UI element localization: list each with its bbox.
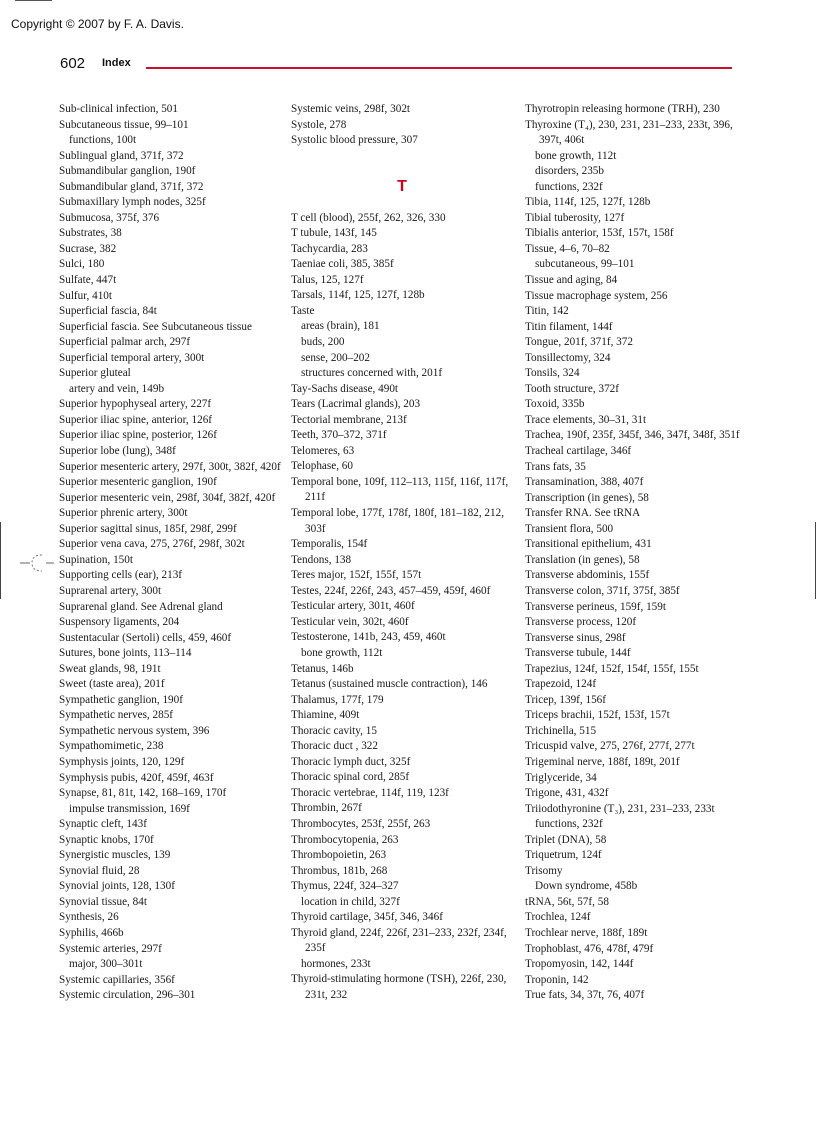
index-entry: Thrombus, 181b, 268 (291, 864, 388, 877)
index-entry: Sulfur, 410t (59, 289, 113, 302)
index-entry: Systemic circulation, 296–301 (59, 989, 196, 1002)
index-entry: Trichinella, 515 (525, 724, 597, 737)
index-entry: Tricuspid valve, 275, 276f, 277f, 277t (525, 740, 695, 753)
index-entry: Tibialis anterior, 153f, 157t, 158f (525, 227, 674, 240)
index-entry: Thyroid-stimulating hormone (TSH), 226f, 230, 231t, 232 (291, 973, 507, 1001)
index-entry: Sympathetic ganglion, 190f (59, 693, 183, 706)
index-entry: Triceps brachii, 152f, 153f, 157t (525, 709, 670, 722)
index-column-3 (525, 102, 747, 1004)
left-edge-line (0, 522, 1, 599)
index-entry: Tetanus, 146b (291, 662, 354, 675)
index-entry: Trigeminal nerve, 188f, 189t, 201f (525, 755, 680, 768)
section-letter-heading: T (397, 177, 407, 195)
index-entry: Thyroid gland, 224f, 226f, 231–233, 232f, 234f, 235f (291, 926, 507, 955)
index-entry: Thyroxine (T₄), 230, 231, 231–233, 233t, 396, 397t, 406t (525, 118, 733, 147)
index-entry: Telomeres, 63 (291, 444, 355, 457)
index-entry: Telophase, 60 (291, 460, 353, 473)
index-entry: Transverse sinus, 298f (525, 631, 626, 644)
index-entry: Submaxillary lymph nodes, 325f (59, 196, 206, 209)
index-entry: Tooth structure, 372f (525, 382, 619, 395)
index-entry: Temporal bone, 109f, 112–113, 115f, 116f, 117f, 211f (291, 475, 509, 504)
index-entry: Superior sagittal sinus, 185f, 298f, 299f (59, 522, 237, 535)
index-entry: Superior hypophyseal artery, 227f (59, 398, 212, 411)
index-entry: True fats, 34, 37t, 76, 407f (525, 989, 645, 1002)
page-header (60, 55, 732, 75)
index-entry: Transverse process, 120f (525, 616, 637, 629)
index-entry: Thyrotropin releasing hormone (TRH), 230 (525, 103, 720, 115)
index-entry: Superior lobe (lung), 348f (59, 445, 176, 458)
index-entry: Superior iliac spine, anterior, 126f (59, 413, 213, 426)
index-entry: Tricep, 139f, 156f (525, 693, 606, 706)
index-entry: Transverse tubule, 144f (525, 647, 631, 660)
index-entry: Trochlear nerve, 188f, 189t (525, 926, 648, 939)
index-entry: Triquetrum, 124f (525, 849, 602, 862)
index-entry: Titin, 142 (525, 305, 569, 318)
index-entry: Testes, 224f, 226f, 243, 457–459, 459f, 460f (291, 584, 491, 597)
index-entry: Submandibular ganglion, 190f (59, 165, 196, 178)
punch-hole-mark (16, 551, 58, 575)
index-entry: Transfer RNA. See tRNA (525, 507, 641, 520)
index-entry: Trachea, 190f, 235f, 345f, 346, 347f, 348f, 351f (525, 429, 740, 442)
index-entry: Talus, 125, 127f (291, 273, 364, 286)
index-entry: Synovial joints, 128, 130f (59, 880, 175, 893)
index-entry: Sustentacular (Sertoli) cells, 459, 460f (59, 631, 232, 644)
index-entry: Sucrase, 382 (59, 242, 117, 255)
index-entry: Toxoid, 335b (525, 398, 585, 411)
index-entry: Supporting cells (ear), 213f (59, 569, 183, 582)
index-entry: Thoracic lymph duct, 325f (291, 755, 411, 768)
index-entry: Teres major, 152f, 155f, 157t (291, 569, 422, 582)
index-entry: Thoracic vertebrae, 114f, 119, 123f (291, 786, 449, 799)
section-label: Index (102, 57, 131, 69)
index-entry: Systemic capillaries, 356f (59, 973, 175, 986)
index-entry: Tectorial membrane, 213f (291, 413, 407, 426)
index-entry: Superior mesenteric ganglion, 190f (59, 476, 217, 489)
index-entry: Sublingual gland, 371f, 372 (59, 149, 184, 162)
index-entry: Transitional epithelium, 431 (525, 538, 652, 551)
index-entry: Tibia, 114f, 125, 127f, 128b (525, 196, 651, 209)
index-entry: Tonsils, 324 (525, 367, 580, 380)
index-entry: Temporal lobe, 177f, 178f, 180f, 181–182, 212, 303f (291, 507, 504, 535)
index-entry: Systolic blood pressure, 307 (291, 134, 418, 147)
index-entry: T tubule, 143f, 145 (291, 227, 377, 240)
index-subentry: hormones, 233t (301, 957, 371, 970)
index-entry: Sweet (taste area), 201f (59, 678, 165, 691)
index-entry: Triplet (DNA), 58 (525, 833, 607, 846)
index-entry: Suprarenal gland. See Adrenal gland (59, 600, 223, 613)
index-entry: Triglyceride, 34 (525, 771, 597, 784)
index-subentry: functions, 232f (535, 818, 603, 831)
index-entry: Tibial tuberosity, 127f (525, 211, 625, 224)
index-entry: Symphysis joints, 120, 129f (59, 755, 185, 768)
index-subentry: bone growth, 112t (535, 149, 617, 162)
index-entry: Thrombopoietin, 263 (291, 849, 387, 862)
index-entry: Tissue, 4–6, 70–82 (525, 242, 610, 255)
top-edge-mark (15, 0, 52, 1)
index-entry: Symphysis pubis, 420f, 459f, 463f (59, 771, 214, 784)
index-entry: Tissue and aging, 84 (525, 274, 618, 287)
index-entry: Tissue macrophage system, 256 (525, 289, 668, 302)
index-entry: Supination, 150t (59, 553, 133, 566)
index-subentry: functions, 232f (535, 180, 603, 193)
index-entry: Superficial temporal artery, 300t (59, 351, 205, 364)
index-entry: Thiamine, 409t (291, 709, 360, 722)
index-entry: Superior mesenteric artery, 297f, 300t, 382f, 420f (59, 460, 281, 473)
index-entry: Trans fats, 35 (525, 460, 586, 473)
index-entry: Synapse, 81, 81t, 142, 168–169, 170f (59, 787, 227, 800)
index-entry: Synaptic knobs, 170f (59, 833, 154, 846)
index-entry: Thymus, 224f, 324–327 (291, 880, 399, 893)
index-entry: Tetanus (sustained muscle contraction), 146 (291, 678, 488, 691)
index-entry: Trigone, 431, 432f (525, 787, 609, 800)
index-entry: Synaptic cleft, 143f (59, 818, 147, 831)
copyright-notice: Copyright © 2007 by F. A. Davis. (11, 17, 184, 31)
index-entry: Thrombocytes, 253f, 255f, 263 (291, 817, 431, 830)
header-rule (146, 67, 732, 69)
index-entry: Syphilis, 466b (59, 926, 124, 939)
index-entry: Taste (291, 304, 315, 317)
index-entry: Subcutaneous tissue, 99–101 (59, 118, 189, 131)
index-entry: Superior vena cava, 275, 276f, 298f, 302t (59, 538, 245, 551)
index-entry: Trace elements, 30–31, 31t (525, 413, 647, 426)
index-entry: Suspensory ligaments, 204 (59, 616, 180, 629)
index-entry: Transient flora, 500 (525, 522, 614, 535)
index-entry: Thoracic spinal cord, 285f (291, 771, 410, 784)
index-entry: Trisomy (525, 864, 563, 877)
index-entry: Superficial palmar arch, 297f (59, 336, 191, 349)
index-entry: Sutures, bone joints, 113–114 (59, 647, 192, 660)
index-entry: Testicular artery, 301t, 460f (291, 600, 415, 613)
index-entry: Thoracic duct , 322 (291, 740, 378, 753)
index-entry: Transamination, 388, 407f (525, 476, 644, 489)
index-entry: Transverse colon, 371f, 375f, 385f (525, 584, 680, 597)
index-entry: Tracheal cartilage, 346f (525, 445, 632, 458)
index-entry: Superior phrenic artery, 300t (59, 507, 188, 520)
index-entry: Tay-Sachs disease, 490t (291, 382, 399, 395)
index-entry: Synovial tissue, 84t (59, 895, 147, 908)
index-entry: Superior mesenteric vein, 298f, 304f, 382f, 420f (59, 491, 276, 504)
index-entry: Taeniae coli, 385, 385f (291, 258, 394, 271)
index-entry: Synovial fluid, 28 (59, 864, 140, 877)
index-entry: Tachycardia, 283 (291, 242, 368, 255)
index-entry: Submucosa, 375f, 376 (59, 211, 160, 224)
index-entry: Systemic veins, 298f, 302t (291, 103, 411, 115)
index-subentry: areas (brain), 181 (301, 320, 380, 333)
index-entry: Systole, 278 (291, 118, 347, 131)
index-entry: Thalamus, 177f, 179 (291, 693, 384, 706)
index-subentry: major, 300–301t (69, 958, 143, 971)
index-subentry: structures concerned with, 201f (301, 367, 443, 380)
page-number: 602 (60, 55, 86, 72)
index-entry: Trochlea, 124f (525, 911, 591, 924)
index-entry: Suprarenal artery, 300t (59, 584, 162, 597)
index-entry: Thrombin, 267f (291, 802, 362, 815)
index-subentry: impulse transmission, 169f (69, 802, 190, 815)
index-entry: Sympathomimetic, 238 (59, 740, 164, 753)
index-entry: Tarsals, 114f, 125, 127f, 128b (291, 289, 425, 302)
index-entry: Tropomyosin, 142, 144f (525, 958, 634, 971)
index-subentry: sense, 200–202 (301, 351, 370, 364)
index-entry: Sulfate, 447t (59, 274, 117, 287)
index-entry: Systemic arteries, 297f (59, 942, 162, 955)
index-subentry: artery and vein, 149b (69, 382, 165, 395)
index-entry: Superficial fascia, 84t (59, 305, 157, 318)
index-entry: Translation (in genes), 58 (525, 553, 640, 566)
index-entry: Sympathetic nervous system, 396 (59, 724, 210, 737)
index-entry: Sulci, 180 (59, 258, 105, 271)
index-entry: Substrates, 38 (59, 227, 122, 240)
index-entry: Tears (Lacrimal glands), 203 (291, 398, 421, 411)
index-entry: Temporalis, 154f (291, 538, 368, 551)
index-entry: Triiodothyronine (T₃), 231, 231–233, 233t (525, 802, 715, 815)
index-entry: tRNA, 56t, 57f, 58 (525, 895, 609, 908)
index-subentry: Down syndrome, 458b (535, 880, 638, 893)
index-entry: Synergistic muscles, 139 (59, 849, 171, 862)
index-entry: Transverse abdominis, 155f (525, 569, 650, 582)
index-entry: Synthesis, 26 (59, 911, 119, 924)
index-entry: Transcription (in genes), 58 (525, 491, 649, 504)
index-entry: Thyroid cartilage, 345f, 346, 346f (291, 911, 443, 924)
index-entry: Thrombocytopenia, 263 (291, 833, 399, 846)
index-subentry: location in child, 327f (301, 895, 400, 908)
index-entry: Troponin, 142 (525, 973, 589, 986)
index-subentry: bone growth, 112t (301, 646, 383, 659)
index-entry: Superficial fascia. See Subcutaneous tissue (59, 320, 252, 333)
index-entry: Transverse perineus, 159f, 159t (525, 600, 666, 613)
index-column-1 (59, 102, 281, 1004)
index-entry: Trophoblast, 476, 478f, 479f (525, 942, 654, 955)
index-subentry: disorders, 235b (535, 165, 604, 178)
index-entry: Titin filament, 144f (525, 320, 613, 333)
index-subentry: functions, 100t (69, 134, 137, 147)
index-subentry: buds, 200 (301, 336, 345, 349)
index-entry: Tongue, 201f, 371f, 372 (525, 336, 633, 349)
index-entry: Tendons, 138 (291, 553, 352, 566)
index-entry: Teeth, 370–372, 371f (291, 429, 387, 442)
index-entry: Sub-clinical infection, 501 (59, 103, 178, 115)
index-entry: Sweat glands, 98, 191t (59, 662, 161, 675)
index-entry: Superior gluteal (59, 367, 131, 380)
index-entry: Testosterone, 141b, 243, 459, 460t (291, 631, 446, 644)
index-entry: Trapezoid, 124f (525, 678, 597, 691)
index-entry: Superior iliac spine, posterior, 126f (59, 429, 218, 442)
index-column-2-top (291, 102, 513, 149)
index-subentry: subcutaneous, 99–101 (535, 258, 635, 271)
index-entry: T cell (blood), 255f, 262, 326, 330 (291, 211, 446, 224)
index-entry: Testicular vein, 302t, 460f (291, 615, 409, 628)
index-column-2 (291, 102, 513, 1004)
index-entry: Thoracic cavity, 15 (291, 724, 377, 737)
index-entry: Sympathetic nerves, 285f (59, 709, 174, 722)
index-entry: Tonsillectomy, 324 (525, 351, 611, 364)
index-entry: Submandibular gland, 371f, 372 (59, 180, 204, 193)
index-column-2-bottom (291, 211, 513, 1004)
index-entry: Trapezius, 124f, 152f, 154f, 155f, 155t (525, 662, 699, 675)
